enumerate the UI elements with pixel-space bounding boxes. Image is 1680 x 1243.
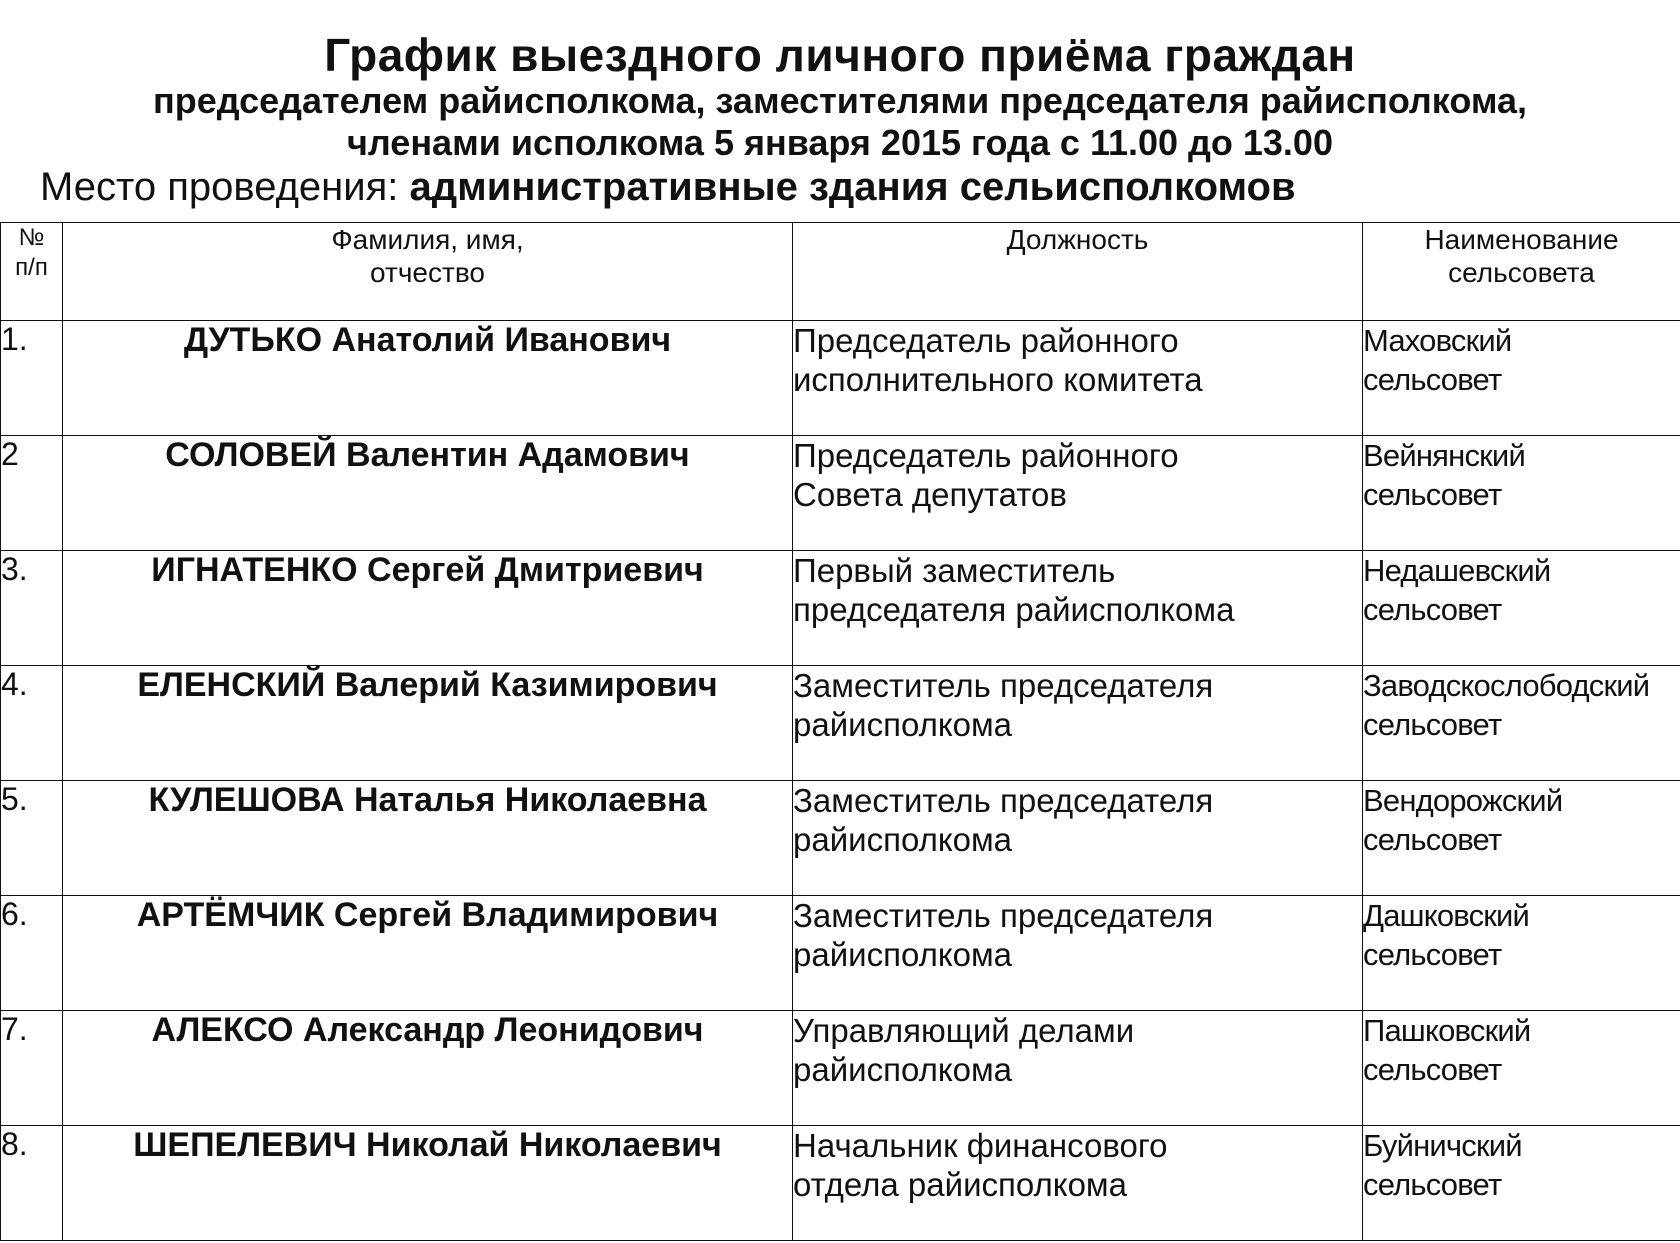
row-position	[793, 896, 1363, 1011]
row-name: КУЛЕШОВА Наталья Николаевна	[63, 781, 793, 896]
row-council	[1363, 1126, 1680, 1241]
header-fio-line2: отчество	[370, 257, 485, 288]
row-council-line2: сельсовет	[1363, 937, 1502, 972]
row-num: 8.	[1, 1126, 63, 1241]
row-council-line2: сельсовет	[1363, 1052, 1502, 1087]
row-num: 7.	[1, 1011, 63, 1126]
row-council-line1: Вендорожский	[1363, 783, 1563, 818]
row-position-line2: председателя райисполкома	[793, 591, 1235, 628]
row-position-line1: Начальник финансового	[793, 1127, 1168, 1164]
row-name: ИГНАТЕНКО Сергей Дмитриевич	[63, 551, 793, 666]
row-num: 1.	[1, 321, 63, 436]
row-position-line2: райисполкома	[793, 821, 1013, 858]
row-num: 3.	[1, 551, 63, 666]
row-council	[1363, 321, 1680, 436]
table-row	[1, 781, 1680, 896]
row-name: АЛЕКСО Александр Леонидович	[63, 1011, 793, 1126]
row-position	[793, 1011, 1363, 1126]
header-council-line2: сельсовета	[1448, 257, 1595, 288]
header-council-line1: Наименование	[1424, 224, 1619, 255]
row-council-line2: сельсовет	[1363, 1167, 1502, 1202]
header-num-abbr: п/п	[15, 254, 48, 281]
table-row	[1, 896, 1680, 1011]
venue-line	[40, 165, 1296, 210]
row-council-line1: Маховский	[1363, 323, 1512, 358]
row-position	[793, 551, 1363, 666]
row-position-line1: Заместитель председателя	[793, 897, 1214, 934]
document-title: График выездного личного приёма граждан	[324, 29, 1356, 81]
table-row	[1, 436, 1680, 551]
row-council-line1: Буйничский	[1363, 1128, 1522, 1163]
row-position-line1: Председатель районного	[793, 322, 1179, 359]
row-council-line1: Заводскослободский	[1363, 668, 1650, 703]
row-council-line2: сельсовет	[1363, 362, 1502, 397]
header-fio-line1: Фамилия, имя,	[331, 224, 524, 255]
row-position-line2: райисполкома	[793, 1051, 1013, 1088]
table-row	[1, 1126, 1680, 1241]
row-position-line1: Заместитель председателя	[793, 782, 1214, 819]
row-council-line2: сельсовет	[1363, 477, 1502, 512]
table-row	[1, 551, 1680, 666]
header-num-symbol: №	[18, 224, 45, 251]
row-position	[793, 321, 1363, 436]
header-num	[1, 223, 63, 321]
document-subtitle-line1: председателем райисполкома, заместителями председателя райисполкома,	[152, 80, 1528, 121]
row-position-line2: райисполкома	[793, 706, 1013, 743]
row-num: 5.	[1, 781, 63, 896]
row-position-line2: отдела райисполкома	[793, 1166, 1127, 1203]
row-council-line2: сельсовет	[1363, 592, 1502, 627]
schedule-table	[0, 222, 1680, 1241]
row-council	[1363, 896, 1680, 1011]
header-position-label: Должность	[1006, 224, 1149, 255]
table-header-row	[1, 223, 1680, 321]
header-council	[1363, 223, 1680, 321]
row-num: 2	[1, 436, 63, 551]
row-position	[793, 1126, 1363, 1241]
row-num: 6.	[1, 896, 63, 1011]
table-row	[1, 666, 1680, 781]
document-subtitle-line2: членами исполкома 5 января 2015 года с 11.00 до 13.00	[347, 122, 1333, 163]
row-name: ЕЛЕНСКИЙ Валерий Казимирович	[63, 666, 793, 781]
row-position	[793, 436, 1363, 551]
row-council	[1363, 436, 1680, 551]
row-council	[1363, 1011, 1680, 1126]
row-name: ШЕПЕЛЕВИЧ Николай Николаевич	[63, 1126, 793, 1241]
row-council-line1: Пашковский	[1363, 1013, 1531, 1048]
row-position-line2: исполнительного комитета	[793, 361, 1203, 398]
row-council	[1363, 781, 1680, 896]
row-position-line1: Первый заместитель	[793, 552, 1116, 589]
row-council-line2: сельсовет	[1363, 822, 1502, 857]
venue-value: административные здания сельисполкомов	[409, 165, 1296, 209]
document-header	[0, 0, 1680, 222]
row-num: 4.	[1, 666, 63, 781]
venue-label: Место проведения:	[40, 165, 399, 209]
row-council	[1363, 551, 1680, 666]
row-council-line1: Недашевский	[1363, 553, 1551, 588]
row-position-line2: Совета депутатов	[793, 476, 1067, 513]
row-council-line2: сельсовет	[1363, 707, 1502, 742]
row-position-line1: Заместитель председателя	[793, 667, 1214, 704]
row-position	[793, 781, 1363, 896]
row-position	[793, 666, 1363, 781]
header-position	[793, 223, 1363, 321]
row-name: СОЛОВЕЙ Валентин Адамович	[63, 436, 793, 551]
row-position-line1: Управляющий делами	[793, 1012, 1135, 1049]
row-name: АРТЁМЧИК Сергей Владимирович	[63, 896, 793, 1011]
row-position-line2: райисполкома	[793, 936, 1013, 973]
row-position-line1: Председатель районного	[793, 437, 1179, 474]
row-council-line1: Вейнянский	[1363, 438, 1525, 473]
row-council	[1363, 666, 1680, 781]
table-row	[1, 321, 1680, 436]
row-council-line1: Дашковский	[1363, 898, 1530, 933]
table-row	[1, 1011, 1680, 1126]
row-name: ДУТЬКО Анатолий Иванович	[63, 321, 793, 436]
header-fio	[63, 223, 793, 321]
